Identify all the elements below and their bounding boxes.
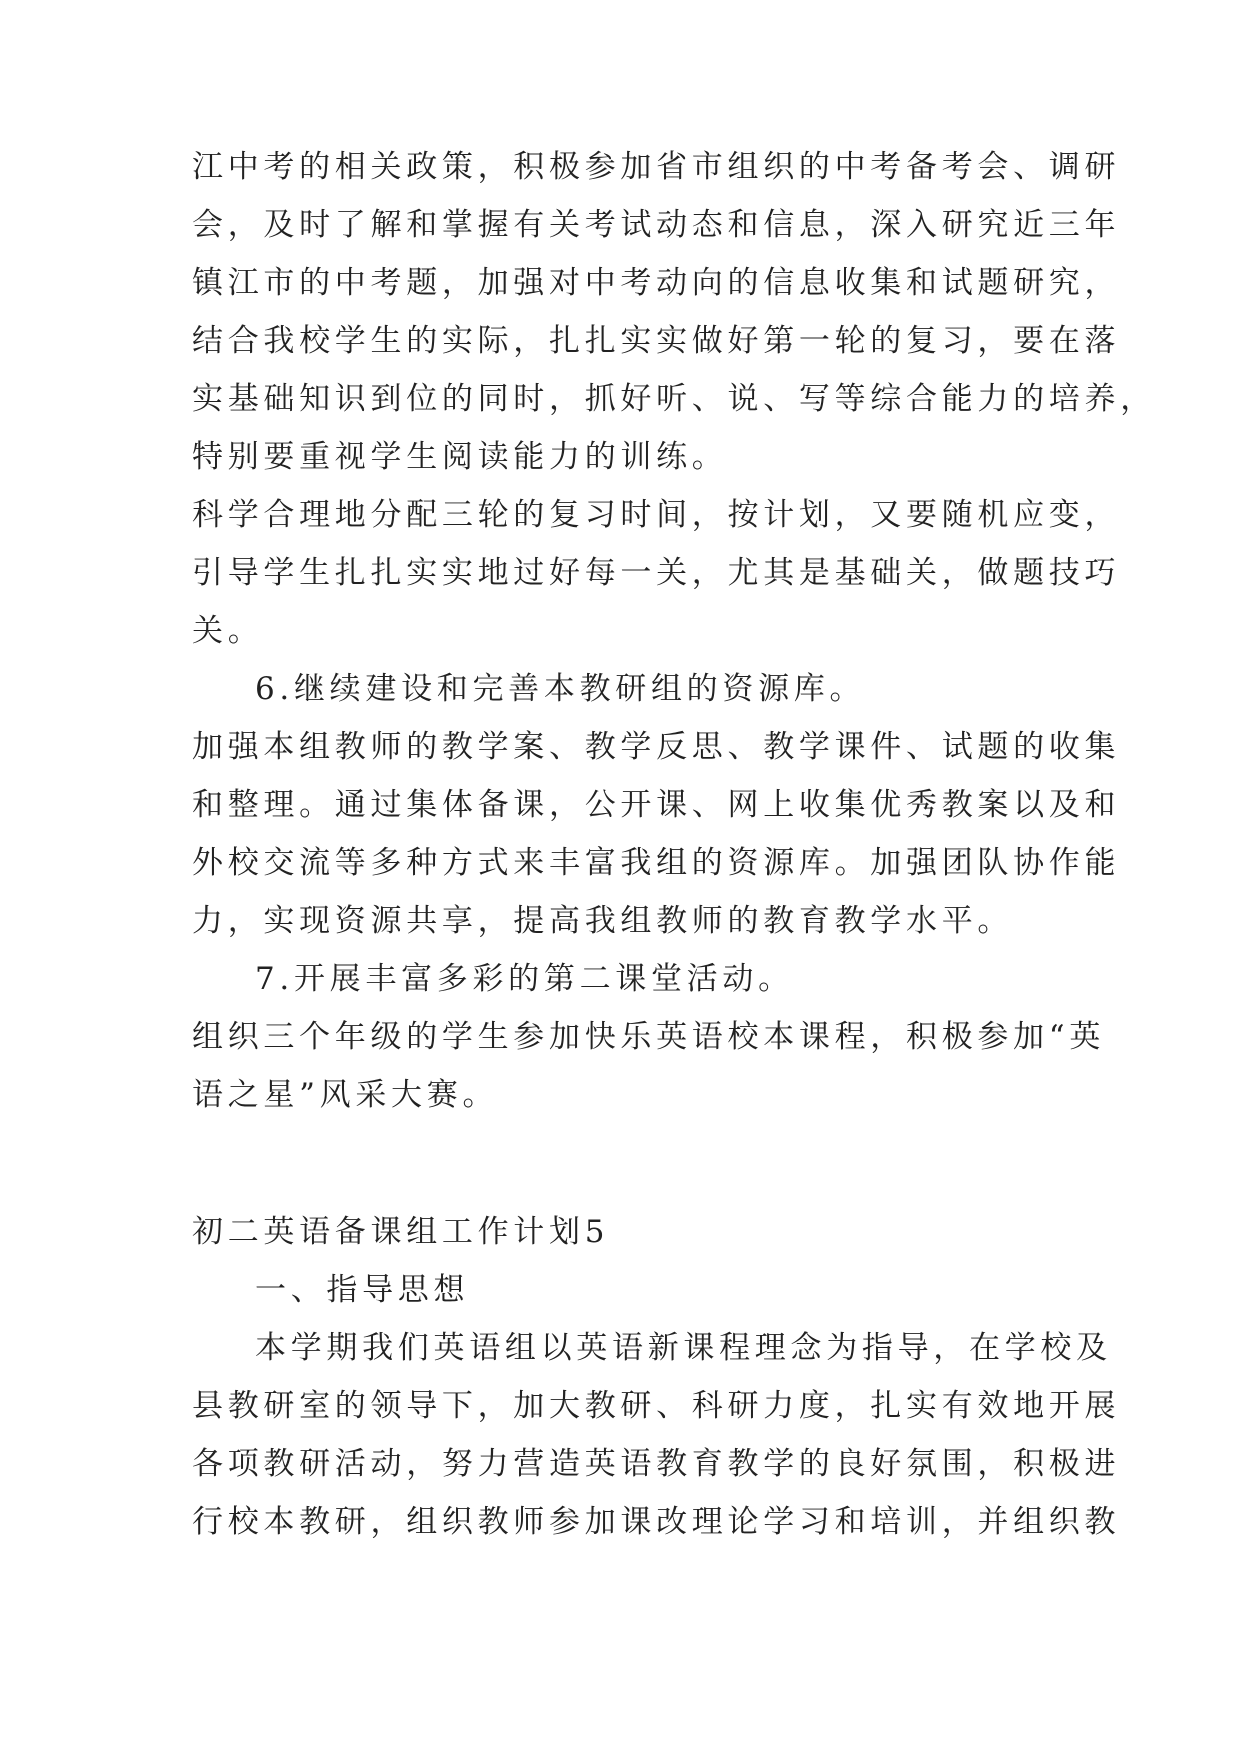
paragraph-line: 和整理。通过集体备课，公开课、网上收集优秀教案以及和 [192,787,1121,823]
section-heading: 一、指导思想 [255,1272,470,1308]
paragraph-line: 科学合理地分配三轮的复习时间，按计划，又要随机应变， [192,497,1121,533]
section-heading: 7.开展丰富多彩的第二课堂活动。 [255,961,794,997]
paragraph-line: 会，及时了解和掌握有关考试动态和信息，深入研究近三年 [192,207,1121,243]
paragraph-line: 镇江市的中考题，加强对中考动向的信息收集和试题研究， [192,265,1121,301]
paragraph-line: 实基础知识到位的同时，抓好听、说、写等综合能力的培养， [192,381,1156,417]
document-title: 初二英语备课组工作计划5 [192,1214,610,1250]
paragraph-line: 加强本组教师的教学案、教学反思、教学课件、试题的收集 [192,729,1121,765]
paragraph-line: 特别要重视学生阅读能力的训练。 [192,439,728,475]
paragraph-line: 语之星”风采大赛。 [192,1077,499,1113]
paragraph-line: 关。 [192,613,264,649]
paragraph-line: 组织三个年级的学生参加快乐英语校本课程，积极参加“英 [192,1019,1106,1055]
paragraph-line: 本学期我们英语组以英语新课程理念为指导，在学校及 [255,1330,1112,1366]
paragraph-line: 引导学生扎扎实实地过好每一关，尤其是基础关，做题技巧 [192,555,1121,591]
paragraph-line: 县教研室的领导下，加大教研、科研力度，扎实有效地开展 [192,1388,1121,1424]
paragraph-line: 各项教研活动，努力营造英语教育教学的良好氛围，积极进 [192,1446,1121,1482]
section-heading: 6.继续建设和完善本教研组的资源库。 [255,671,866,707]
paragraph-line: 力，实现资源共享，提高我组教师的教育教学水平。 [192,903,1014,939]
paragraph-line: 行校本教研，组织教师参加课改理论学习和培训，并组织教 [192,1504,1121,1540]
paragraph-line: 江中考的相关政策，积极参加省市组织的中考备考会、调研 [192,149,1121,185]
paragraph-line: 结合我校学生的实际，扎扎实实做好第一轮的复习，要在落 [192,323,1121,359]
paragraph-line: 外校交流等多种方式来丰富我组的资源库。加强团队协作能 [192,845,1121,881]
